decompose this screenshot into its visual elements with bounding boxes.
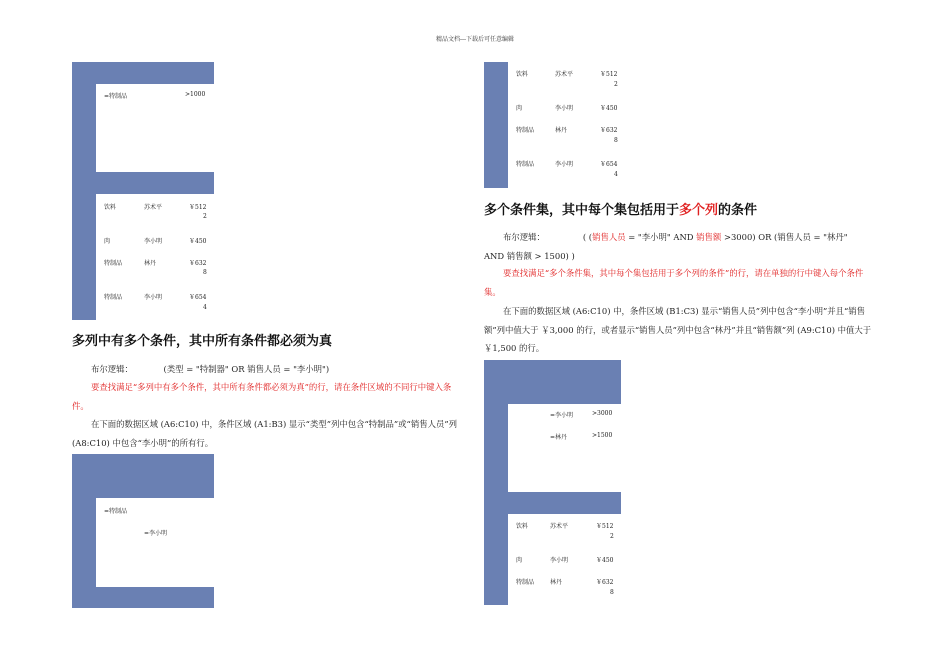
- table-side-band: [72, 84, 96, 320]
- logic-expression: (类型 = "特制器" OR 销售人员 = "李小明"): [163, 364, 330, 374]
- logic-field-sales: 销售额: [696, 232, 722, 242]
- table-cell: 李小明: [144, 238, 163, 245]
- table-cell: ￥632: [600, 127, 618, 134]
- logic-part-f: AND 销售额 > 1500) ): [484, 250, 575, 261]
- table-cell: 苏术平: [144, 204, 163, 211]
- table-header-band: [484, 360, 621, 404]
- table-mid-band: [508, 492, 621, 514]
- table-cell: 8: [614, 137, 618, 144]
- table-cell: 8: [203, 269, 207, 276]
- table-cell: 4: [203, 304, 207, 311]
- table-cell: ￥654: [600, 161, 618, 168]
- logic-label: 布尔逻辑：: [503, 232, 545, 242]
- table-cell: 肉: [516, 557, 523, 564]
- section-heading-right: [484, 199, 757, 218]
- table-cell: ￥512: [189, 204, 207, 211]
- table-mid-band: [96, 172, 214, 194]
- table-cell: 饮料: [104, 204, 117, 211]
- table-side-band: [484, 62, 508, 188]
- table-cell: 林丹: [555, 127, 568, 134]
- table-cell: ￥632: [189, 260, 207, 267]
- page-header: 精品文档---下载后可任意编辑: [435, 36, 515, 43]
- table-cell: ￥632: [596, 579, 614, 586]
- criteria-person: =李小明: [144, 530, 168, 537]
- criteria-sales: >1500: [592, 432, 613, 439]
- table-cell: ￥450: [596, 557, 614, 564]
- table-cell: 饮料: [516, 71, 529, 78]
- table-cell: 特制品: [516, 127, 535, 134]
- table-cell: ￥450: [600, 105, 618, 112]
- logic-line-left: [72, 360, 464, 379]
- description-left: 在下面的数据区域 (A6:C10) 中，条件区域 (A1:B3) 显示“类型”列中包含“特制品”或“销售人员”列 (A8:C10) 中包含“李小明”的所有行。: [72, 419, 457, 448]
- table-header-band: [72, 454, 214, 498]
- red-note-left: 要查找满足“多列中有多个条件，其中所有条件都必须为真”的行，请在条件区域的不同行中键入条件。: [72, 382, 452, 411]
- table-cell: 特制品: [104, 260, 123, 267]
- table-cell: 4: [614, 171, 618, 178]
- section-heading-left: 多列中有多个条件，其中所有条件都必须为真: [72, 334, 333, 349]
- criteria-person: =林丹: [550, 434, 568, 441]
- table-cell: 8: [610, 589, 614, 596]
- description-right: 在下面的数据区域 (A6:C10) 中，条件区域 (B1:C3) 显示“销售人员”列中包含“李小明”并且“销售额”列中值大于 ￥3,000 的行，或者显示“销售人员”列中包含“林丹”并且“销售额”列 (A9:C10) 中值大于 ￥1,500 的行。: [484, 306, 872, 353]
- red-note-right: 要查找满足“多个条件集，其中每个集包括用于多个列的条件”的行，请在单独的行中键入每个条件集。: [484, 268, 864, 297]
- table-cell: 林丹: [144, 260, 157, 267]
- table-cell: ￥512: [600, 71, 618, 78]
- logic-lines-right: [484, 228, 876, 265]
- logic-open: ( (: [582, 232, 593, 242]
- criteria-person: =李小明: [550, 412, 574, 419]
- table-header-band: [72, 62, 214, 84]
- table-side-band: [484, 404, 508, 605]
- logic-part-e: >3000) OR (销售人员 = "林丹": [721, 232, 848, 242]
- table-side-band: [72, 498, 96, 608]
- table-cell: ￥450: [189, 238, 207, 245]
- logic-part-c: = "李小明" AND: [625, 232, 697, 242]
- heading-post: 的条件: [718, 203, 758, 218]
- table-cell: ￥654: [189, 294, 207, 301]
- table-cell: 特制品: [516, 161, 535, 168]
- criteria-type: =特制品: [104, 508, 128, 515]
- table-cell: 特制品: [516, 579, 535, 586]
- table-cell: 2: [610, 533, 614, 540]
- table-cell: 李小明: [550, 557, 569, 564]
- table-cell: 特制品: [104, 294, 123, 301]
- criteria-sales: >1000: [185, 91, 206, 98]
- table-cell: 肉: [104, 238, 111, 245]
- criteria-sales: >3000: [592, 410, 613, 417]
- heading-highlight: 多个列: [679, 203, 719, 218]
- table-cell: 李小明: [144, 294, 163, 301]
- table-cell: 苏术平: [555, 71, 574, 78]
- logic-field-person: 销售人员: [592, 232, 626, 242]
- table-footer-band: [96, 587, 214, 608]
- table-cell: 林丹: [550, 579, 563, 586]
- table-cell: 苏术平: [550, 523, 569, 530]
- table-cell: 李小明: [555, 161, 574, 168]
- table-cell: 2: [203, 213, 207, 220]
- table-cell: 李小明: [555, 105, 574, 112]
- table-cell: 肉: [516, 105, 523, 112]
- table-cell: 饮料: [516, 523, 529, 530]
- criteria-type: =特制品: [104, 93, 128, 100]
- logic-label: 布尔逻辑：: [91, 364, 133, 374]
- heading-pre: 多个条件集，其中每个集包括用于: [484, 203, 680, 218]
- table-cell: 2: [614, 81, 618, 88]
- table-cell: ￥512: [596, 523, 614, 530]
